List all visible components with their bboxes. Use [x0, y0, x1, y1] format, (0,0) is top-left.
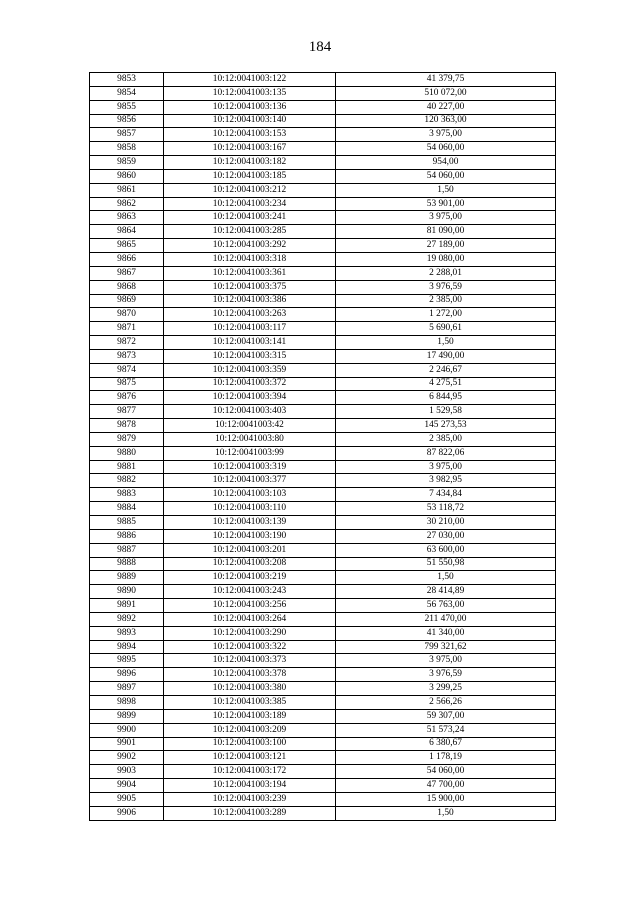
cadastral-value-cell: 1 272,00 [336, 308, 556, 322]
cadastral-number-cell: 10:12:0041003:264 [164, 612, 336, 626]
cadastral-value-cell: 1 178,19 [336, 751, 556, 765]
cadastral-value-cell: 954,00 [336, 156, 556, 170]
cadastral-number-cell: 10:12:0041003:243 [164, 585, 336, 599]
cadastral-value-cell: 19 080,00 [336, 252, 556, 266]
table-row [90, 142, 556, 156]
cadastral-value-cell: 3 976,59 [336, 280, 556, 294]
cadastral-number-cell: 10:12:0041003:292 [164, 239, 336, 253]
cadastral-number-cell: 10:12:0041003:290 [164, 626, 336, 640]
cadastral-value-cell: 53 901,00 [336, 197, 556, 211]
cadastral-value-cell: 15 900,00 [336, 792, 556, 806]
table-row [90, 322, 556, 336]
cadastral-value-cell: 28 414,89 [336, 585, 556, 599]
row-number-cell: 9898 [90, 695, 164, 709]
cadastral-number-cell: 10:12:0041003:80 [164, 432, 336, 446]
cadastral-value-cell: 3 982,95 [336, 474, 556, 488]
cadastral-value-table [89, 72, 556, 821]
row-number-cell: 9853 [90, 73, 164, 87]
table-row [90, 266, 556, 280]
table-row [90, 779, 556, 793]
table-row [90, 197, 556, 211]
table-row [90, 765, 556, 779]
row-number-cell: 9854 [90, 86, 164, 100]
cadastral-value-cell: 3 975,00 [336, 128, 556, 142]
row-number-cell: 9897 [90, 682, 164, 696]
row-number-cell: 9886 [90, 529, 164, 543]
table-row [90, 626, 556, 640]
table-row [90, 128, 556, 142]
cadastral-number-cell: 10:12:0041003:378 [164, 668, 336, 682]
row-number-cell: 9884 [90, 502, 164, 516]
table-row [90, 571, 556, 585]
cadastral-number-cell: 10:12:0041003:361 [164, 266, 336, 280]
cadastral-number-cell: 10:12:0041003:167 [164, 142, 336, 156]
row-number-cell: 9878 [90, 419, 164, 433]
table-row [90, 377, 556, 391]
cadastral-value-cell: 59 307,00 [336, 709, 556, 723]
table-row [90, 488, 556, 502]
cadastral-value-cell: 47 700,00 [336, 779, 556, 793]
row-number-cell: 9861 [90, 183, 164, 197]
row-number-cell: 9903 [90, 765, 164, 779]
row-number-cell: 9880 [90, 446, 164, 460]
table-row [90, 612, 556, 626]
cadastral-number-cell: 10:12:0041003:359 [164, 363, 336, 377]
cadastral-value-cell: 510 072,00 [336, 86, 556, 100]
cadastral-number-cell: 10:12:0041003:289 [164, 806, 336, 820]
cadastral-value-cell: 2 385,00 [336, 432, 556, 446]
cadastral-number-cell: 10:12:0041003:201 [164, 543, 336, 557]
table-row [90, 682, 556, 696]
table-row [90, 405, 556, 419]
cadastral-number-cell: 10:12:0041003:185 [164, 169, 336, 183]
table-row [90, 792, 556, 806]
cadastral-value-cell: 40 227,00 [336, 100, 556, 114]
row-number-cell: 9892 [90, 612, 164, 626]
cadastral-number-cell: 10:12:0041003:117 [164, 322, 336, 336]
cadastral-value-cell: 87 822,06 [336, 446, 556, 460]
cadastral-value-cell: 56 763,00 [336, 599, 556, 613]
table-row [90, 474, 556, 488]
cadastral-number-cell: 10:12:0041003:239 [164, 792, 336, 806]
row-number-cell: 9895 [90, 654, 164, 668]
cadastral-value-cell: 3 976,59 [336, 668, 556, 682]
cadastral-number-cell: 10:12:0041003:121 [164, 751, 336, 765]
cadastral-number-cell: 10:12:0041003:136 [164, 100, 336, 114]
row-number-cell: 9863 [90, 211, 164, 225]
row-number-cell: 9868 [90, 280, 164, 294]
table-row [90, 737, 556, 751]
table-row [90, 169, 556, 183]
row-number-cell: 9899 [90, 709, 164, 723]
table-body [90, 73, 556, 821]
cadastral-number-cell: 10:12:0041003:315 [164, 349, 336, 363]
table-row [90, 516, 556, 530]
row-number-cell: 9889 [90, 571, 164, 585]
table-row [90, 225, 556, 239]
table-row [90, 585, 556, 599]
cadastral-value-cell: 1,50 [336, 183, 556, 197]
table-row [90, 751, 556, 765]
cadastral-number-cell: 10:12:0041003:99 [164, 446, 336, 460]
cadastral-number-cell: 10:12:0041003:234 [164, 197, 336, 211]
cadastral-number-cell: 10:12:0041003:122 [164, 73, 336, 87]
cadastral-value-cell: 2 385,00 [336, 294, 556, 308]
cadastral-number-cell: 10:12:0041003:110 [164, 502, 336, 516]
row-number-cell: 9885 [90, 516, 164, 530]
row-number-cell: 9883 [90, 488, 164, 502]
table-row [90, 114, 556, 128]
cadastral-value-cell: 30 210,00 [336, 516, 556, 530]
cadastral-value-cell: 3 975,00 [336, 654, 556, 668]
cadastral-number-cell: 10:12:0041003:241 [164, 211, 336, 225]
table-row [90, 211, 556, 225]
row-number-cell: 9872 [90, 336, 164, 350]
table-row [90, 294, 556, 308]
cadastral-value-cell: 51 573,24 [336, 723, 556, 737]
table-row [90, 280, 556, 294]
cadastral-value-cell: 145 273,53 [336, 419, 556, 433]
row-number-cell: 9891 [90, 599, 164, 613]
table-row [90, 557, 556, 571]
row-number-cell: 9862 [90, 197, 164, 211]
cadastral-number-cell: 10:12:0041003:190 [164, 529, 336, 543]
cadastral-number-cell: 10:12:0041003:318 [164, 252, 336, 266]
cadastral-number-cell: 10:12:0041003:182 [164, 156, 336, 170]
row-number-cell: 9879 [90, 432, 164, 446]
table-row [90, 806, 556, 820]
cadastral-value-cell: 17 490,00 [336, 349, 556, 363]
row-number-cell: 9855 [90, 100, 164, 114]
row-number-cell: 9858 [90, 142, 164, 156]
cadastral-value-cell: 1,50 [336, 571, 556, 585]
cadastral-value-cell: 2 246,67 [336, 363, 556, 377]
cadastral-value-cell: 1,50 [336, 336, 556, 350]
row-number-cell: 9905 [90, 792, 164, 806]
cadastral-value-cell: 3 299,25 [336, 682, 556, 696]
row-number-cell: 9902 [90, 751, 164, 765]
row-number-cell: 9877 [90, 405, 164, 419]
cadastral-value-cell: 54 060,00 [336, 765, 556, 779]
cadastral-value-cell: 41 340,00 [336, 626, 556, 640]
cadastral-value-cell: 51 550,98 [336, 557, 556, 571]
table-row [90, 419, 556, 433]
cadastral-value-cell: 1 529,58 [336, 405, 556, 419]
row-number-cell: 9881 [90, 460, 164, 474]
cadastral-number-cell: 10:12:0041003:103 [164, 488, 336, 502]
cadastral-value-cell: 5 690,61 [336, 322, 556, 336]
cadastral-number-cell: 10:12:0041003:212 [164, 183, 336, 197]
table-row [90, 709, 556, 723]
row-number-cell: 9870 [90, 308, 164, 322]
cadastral-number-cell: 10:12:0041003:139 [164, 516, 336, 530]
cadastral-value-cell: 6 844,95 [336, 391, 556, 405]
table-row [90, 252, 556, 266]
row-number-cell: 9871 [90, 322, 164, 336]
table-row [90, 529, 556, 543]
table-row [90, 349, 556, 363]
table-row [90, 156, 556, 170]
cadastral-number-cell: 10:12:0041003:319 [164, 460, 336, 474]
cadastral-value-cell: 211 470,00 [336, 612, 556, 626]
cadastral-value-cell: 53 118,72 [336, 502, 556, 516]
row-number-cell: 9859 [90, 156, 164, 170]
row-number-cell: 9887 [90, 543, 164, 557]
cadastral-number-cell: 10:12:0041003:209 [164, 723, 336, 737]
cadastral-number-cell: 10:12:0041003:219 [164, 571, 336, 585]
table-row [90, 239, 556, 253]
table-row [90, 460, 556, 474]
cadastral-number-cell: 10:12:0041003:380 [164, 682, 336, 696]
table-row [90, 432, 556, 446]
row-number-cell: 9901 [90, 737, 164, 751]
table-row [90, 446, 556, 460]
cadastral-number-cell: 10:12:0041003:135 [164, 86, 336, 100]
cadastral-number-cell: 10:12:0041003:372 [164, 377, 336, 391]
row-number-cell: 9893 [90, 626, 164, 640]
page-number: 184 [308, 39, 332, 55]
row-number-cell: 9874 [90, 363, 164, 377]
table-row [90, 502, 556, 516]
row-number-cell: 9890 [90, 585, 164, 599]
cadastral-value-cell: 2 288,01 [336, 266, 556, 280]
row-number-cell: 9873 [90, 349, 164, 363]
cadastral-number-cell: 10:12:0041003:385 [164, 695, 336, 709]
table-row [90, 336, 556, 350]
cadastral-number-cell: 10:12:0041003:172 [164, 765, 336, 779]
cadastral-number-cell: 10:12:0041003:373 [164, 654, 336, 668]
row-number-cell: 9869 [90, 294, 164, 308]
row-number-cell: 9864 [90, 225, 164, 239]
row-number-cell: 9856 [90, 114, 164, 128]
row-number-cell: 9875 [90, 377, 164, 391]
table-row [90, 183, 556, 197]
cadastral-value-cell: 4 275,51 [336, 377, 556, 391]
row-number-cell: 9894 [90, 640, 164, 654]
table-row [90, 308, 556, 322]
cadastral-number-cell: 10:12:0041003:386 [164, 294, 336, 308]
cadastral-number-cell: 10:12:0041003:42 [164, 419, 336, 433]
row-number-cell: 9867 [90, 266, 164, 280]
row-number-cell: 9857 [90, 128, 164, 142]
row-number-cell: 9865 [90, 239, 164, 253]
cadastral-number-cell: 10:12:0041003:208 [164, 557, 336, 571]
row-number-cell: 9888 [90, 557, 164, 571]
cadastral-value-cell: 3 975,00 [336, 211, 556, 225]
row-number-cell: 9900 [90, 723, 164, 737]
cadastral-value-cell: 27 189,00 [336, 239, 556, 253]
row-number-cell: 9904 [90, 779, 164, 793]
table-row [90, 599, 556, 613]
cadastral-value-cell: 54 060,00 [336, 142, 556, 156]
cadastral-value-cell: 63 600,00 [336, 543, 556, 557]
row-number-cell: 9860 [90, 169, 164, 183]
cadastral-number-cell: 10:12:0041003:141 [164, 336, 336, 350]
cadastral-number-cell: 10:12:0041003:322 [164, 640, 336, 654]
cadastral-value-cell: 799 321,62 [336, 640, 556, 654]
table-row [90, 668, 556, 682]
cadastral-number-cell: 10:12:0041003:285 [164, 225, 336, 239]
cadastral-number-cell: 10:12:0041003:100 [164, 737, 336, 751]
cadastral-number-cell: 10:12:0041003:375 [164, 280, 336, 294]
table-row [90, 695, 556, 709]
cadastral-number-cell: 10:12:0041003:153 [164, 128, 336, 142]
cadastral-value-cell: 120 363,00 [336, 114, 556, 128]
cadastral-number-cell: 10:12:0041003:394 [164, 391, 336, 405]
row-number-cell: 9906 [90, 806, 164, 820]
table-row [90, 100, 556, 114]
cadastral-number-cell: 10:12:0041003:256 [164, 599, 336, 613]
table-row [90, 86, 556, 100]
table-row [90, 654, 556, 668]
cadastral-value-cell: 81 090,00 [336, 225, 556, 239]
cadastral-number-cell: 10:12:0041003:189 [164, 709, 336, 723]
cadastral-number-cell: 10:12:0041003:377 [164, 474, 336, 488]
row-number-cell: 9896 [90, 668, 164, 682]
cadastral-number-cell: 10:12:0041003:263 [164, 308, 336, 322]
cadastral-value-cell: 3 975,00 [336, 460, 556, 474]
cadastral-value-cell: 54 060,00 [336, 169, 556, 183]
table-row [90, 73, 556, 87]
table-row [90, 640, 556, 654]
cadastral-value-cell: 27 030,00 [336, 529, 556, 543]
cadastral-value-cell: 6 380,67 [336, 737, 556, 751]
table-row [90, 543, 556, 557]
row-number-cell: 9866 [90, 252, 164, 266]
cadastral-number-cell: 10:12:0041003:140 [164, 114, 336, 128]
cadastral-value-cell: 1,50 [336, 806, 556, 820]
table-row [90, 723, 556, 737]
cadastral-number-cell: 10:12:0041003:194 [164, 779, 336, 793]
table-row [90, 391, 556, 405]
table-row [90, 363, 556, 377]
row-number-cell: 9882 [90, 474, 164, 488]
cadastral-value-cell: 41 379,75 [336, 73, 556, 87]
cadastral-value-cell: 2 566,26 [336, 695, 556, 709]
cadastral-number-cell: 10:12:0041003:403 [164, 405, 336, 419]
cadastral-value-cell: 7 434,84 [336, 488, 556, 502]
row-number-cell: 9876 [90, 391, 164, 405]
